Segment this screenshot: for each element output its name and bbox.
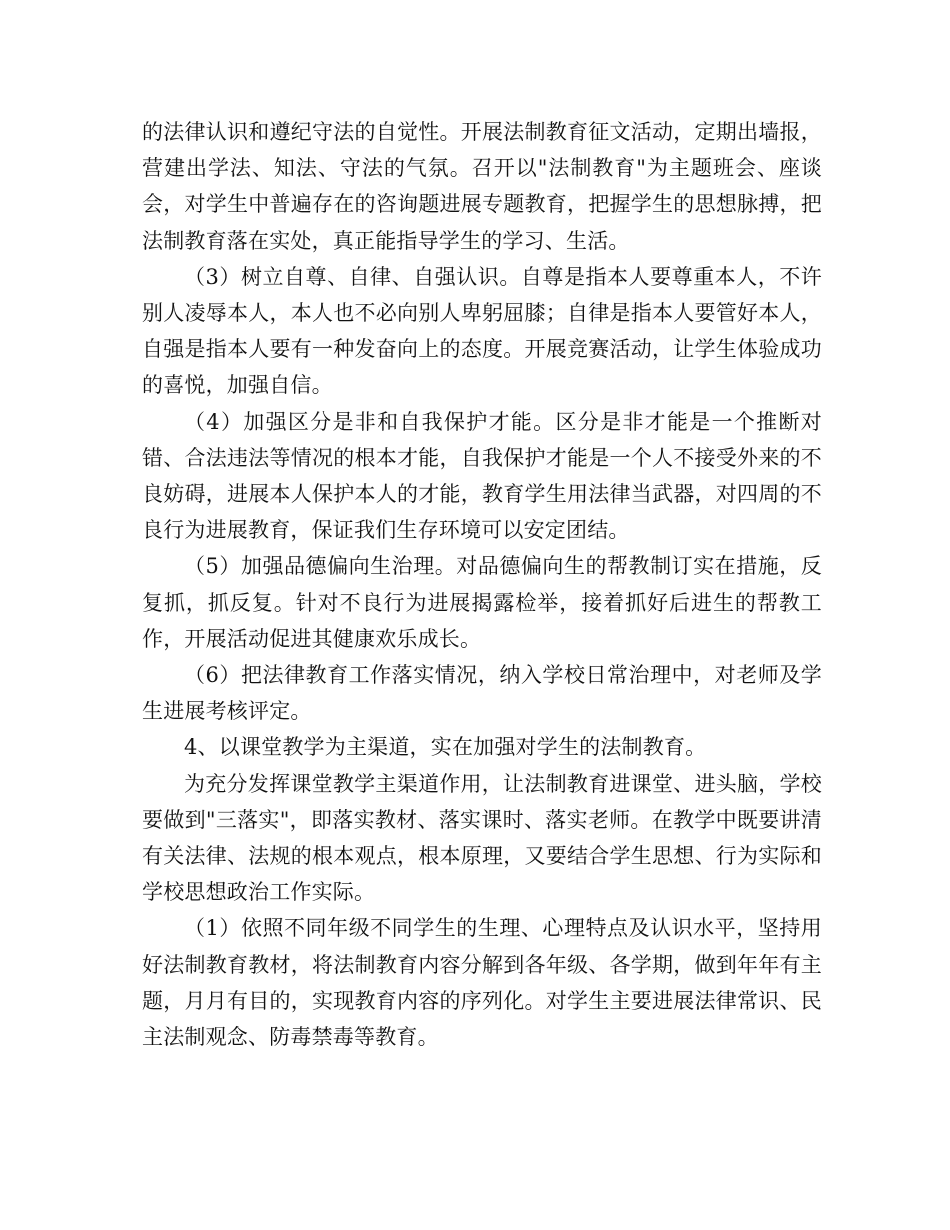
paragraph-4: （5）加强品德偏向生治理。对品德偏向生的帮教制订实在措施，反复抓，抓反复。针对不良行为进展揭露检举，接着抓好后进生的帮教工作，开展活动促进其健康欢乐成长。 [142,554,822,651]
paragraph-1: 的法律认识和遵纪守法的自觉性。开展法制教育征文活动，定期出墙报，营建出学法、知法、守法的气氛。召开以"法制教育"为主题班会、座谈会，对学生中普遍存在的咨询题进展专题教育，把握学生的思想脉搏，把法制教育落在实处，真正能指导学生的学习、生活。 [142,120,822,253]
paragraph-7: 为充分发挥课堂教学主渠道作用，让法制教育进课堂、进头脑，学校要做到"三落实"，即落实教材、落实课时、落实老师。在教学中既要讲清有关法律、法规的根本观点，根本原理，又要结合学生思想、行为实际和学校思想政治工作实际。 [142,771,822,905]
paragraph-3: （4）加强区分是非和自我保护才能。区分是非才能是一个推断对错、合法违法等情况的根本才能，自我保护才能是一个人不接受外来的不良妨碍，进展本人保护本人的才能，教育学生用法律当武器，对四周的不良行为进展教育，保证我们生存环境可以安定团结。 [142,409,822,543]
document-page [142,114,822,1055]
paragraph-2: （3）树立自尊、自律、自强认识。自尊是指本人要尊重本人，不许别人凌辱本人，本人也不必向别人卑躬屈膝；自律是指本人要管好本人，自强是指本人要有一种发奋向上的态度。开展竞赛活动，让学生体验成功的喜悦，加强自信。 [142,264,822,398]
paragraph-8: （1）依照不同年级不同学生的生理、心理特点及认识水平，坚持用好法制教育教材，将法制教育内容分解到各年级、各学期，做到年年有主题，月月有目的，实现教育内容的序列化。对学生主要进展法律常识、民主法制观念、防毒禁毒等教育。 [142,916,822,1050]
paragraph-6: 4、以课堂教学为主渠道，实在加强对学生的法制教育。 [184,735,707,760]
paragraph-5: （6）把法律教育工作落实情况，纳入学校日常治理中，对老师及学生进展考核评定。 [142,663,822,724]
